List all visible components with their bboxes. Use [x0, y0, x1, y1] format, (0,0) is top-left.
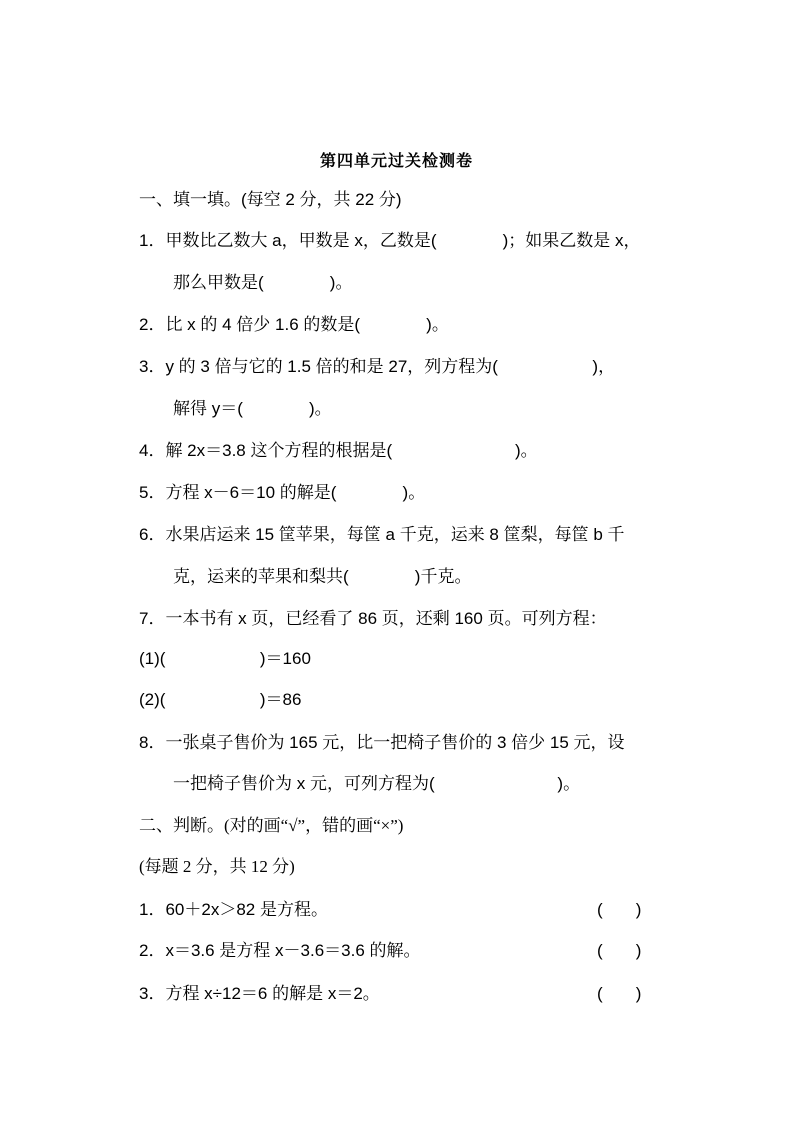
question-3-line1: 3．y 的 3 倍与它的 1.5 倍的和是 27，列方程为( )， [139, 357, 616, 376]
judgment-answer-box-1: ( ) [597, 900, 642, 919]
question-6-line2: 克，运来的苹果和梨共( )千克。 [173, 567, 472, 586]
question-1-line1: 1．甲数比乙数大 a，甲数是 x，乙数是( )；如果乙数是 x， [139, 231, 641, 250]
judgment-answer-box-2: ( ) [597, 941, 642, 960]
question-7-part2: (2)( )＝86 [139, 690, 302, 709]
question-8-line1: 8．一张桌子售价为 165 元，比一把椅子售价的 3 倍少 15 元，设 [139, 733, 625, 752]
section2-heading: 二、判断。(对的画“√”，错的画“×”) [139, 816, 404, 835]
question-6-line1: 6．水果店运来 15 筐苹果，每筐 a 千克，运来 8 筐梨，每筐 b 千 [139, 525, 625, 544]
section2-subheading: (每题 2 分，共 12 分) [139, 857, 295, 876]
judgment-item-2: 2．x＝3.6 是方程 x－3.6＝3.6 的解。 [139, 941, 421, 960]
judgment-answer-box-3: ( ) [597, 984, 642, 1003]
page-title: 第四单元过关检测卷 [319, 151, 473, 170]
question-7-part1: (1)( )＝160 [139, 649, 311, 668]
question-1-line2: 那么甲数是( )。 [173, 273, 353, 292]
question-5: 5．方程 x－6＝10 的解是( )。 [139, 483, 426, 502]
question-4: 4．解 2x＝3.8 这个方程的根据是( )。 [139, 441, 538, 460]
question-2: 2．比 x 的 4 倍少 1.6 的数是( )。 [139, 315, 449, 334]
question-7: 7．一本书有 x 页，已经看了 86 页，还剩 160 页。可列方程： [139, 609, 607, 628]
question-3-line2: 解得 y＝( )。 [173, 399, 332, 418]
question-8-line2: 一把椅子售价为 x 元，可列方程为( )。 [173, 774, 581, 793]
judgment-item-3: 3．方程 x÷12＝6 的解是 x＝2。 [139, 984, 380, 1003]
judgment-item-1: 1．60＋2x＞82 是方程。 [139, 900, 328, 919]
section1-heading: 一、填一填。(每空 2 分，共 22 分) [139, 190, 402, 209]
